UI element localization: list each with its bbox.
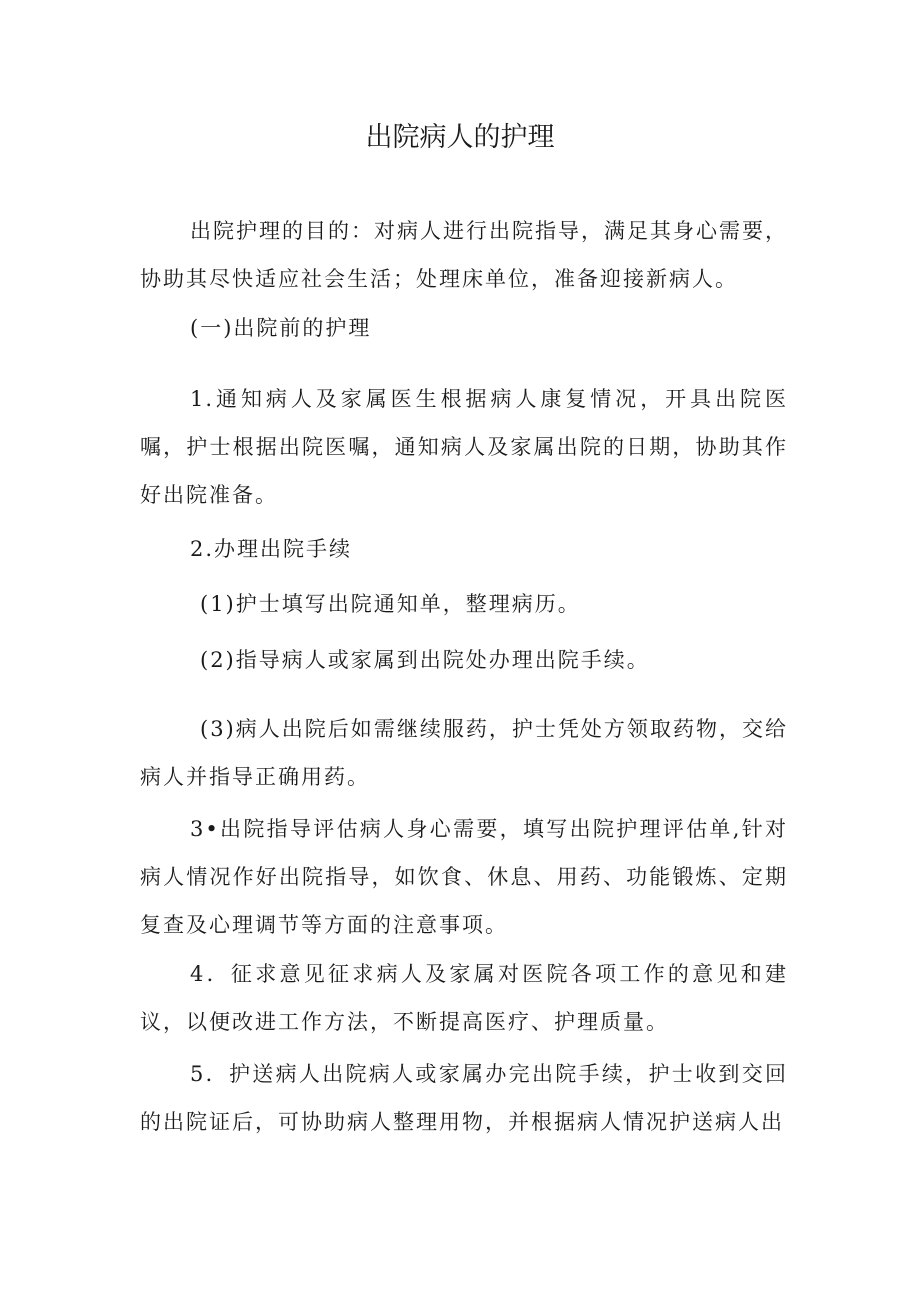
paragraph-subitem-3: (3)病人出院后如需继续服药，护士凭处方领取药物，交给病人并指导正确用药。 xyxy=(140,717,788,789)
paragraph-item-1: 1.通知病人及家属医生根据病人康复情况，开具出院医嘱，护士根据出院医嘱，通知病人及家属出院的日期，协助其作好出院准备。 xyxy=(140,387,788,507)
document-title: 出院病人的护理 xyxy=(365,122,555,153)
paragraph-item-4: 4．征求意见征求病人及家属对医院各项工作的意见和建议，以便改进工作方法，不断提高医疗、护理质量。 xyxy=(140,962,788,1034)
section-heading-pre-discharge: (一)出院前的护理 xyxy=(190,316,372,340)
paragraph-subitem-1: (1)护士填写出院通知单，整理病历。 xyxy=(200,592,581,616)
paragraph-purpose: 出院护理的目的：对病人进行出院指导，满足其身心需要，协助其尽快适应社会生活；处理床单位，准备迎接新病人。 xyxy=(140,219,788,291)
paragraph-subitem-2: (2)指导病人或家属到出院处办理出院手续。 xyxy=(200,648,650,672)
paragraph-item-5: 5．护送病人出院病人或家属办完出院手续，护士收到交回的出院证后，可协助病人整理用物，并根据病人情况护送病人出 xyxy=(140,1062,788,1134)
paragraph-item-2: 2.办理出院手续 xyxy=(190,537,353,561)
paragraph-item-3: 3•出院指导评估病人身心需要，填写出院护理评估单,针对病人情况作好出院指导，如饮食、休息、用药、功能锻炼、定期复查及心理调节等方面的注意事项。 xyxy=(140,817,788,937)
